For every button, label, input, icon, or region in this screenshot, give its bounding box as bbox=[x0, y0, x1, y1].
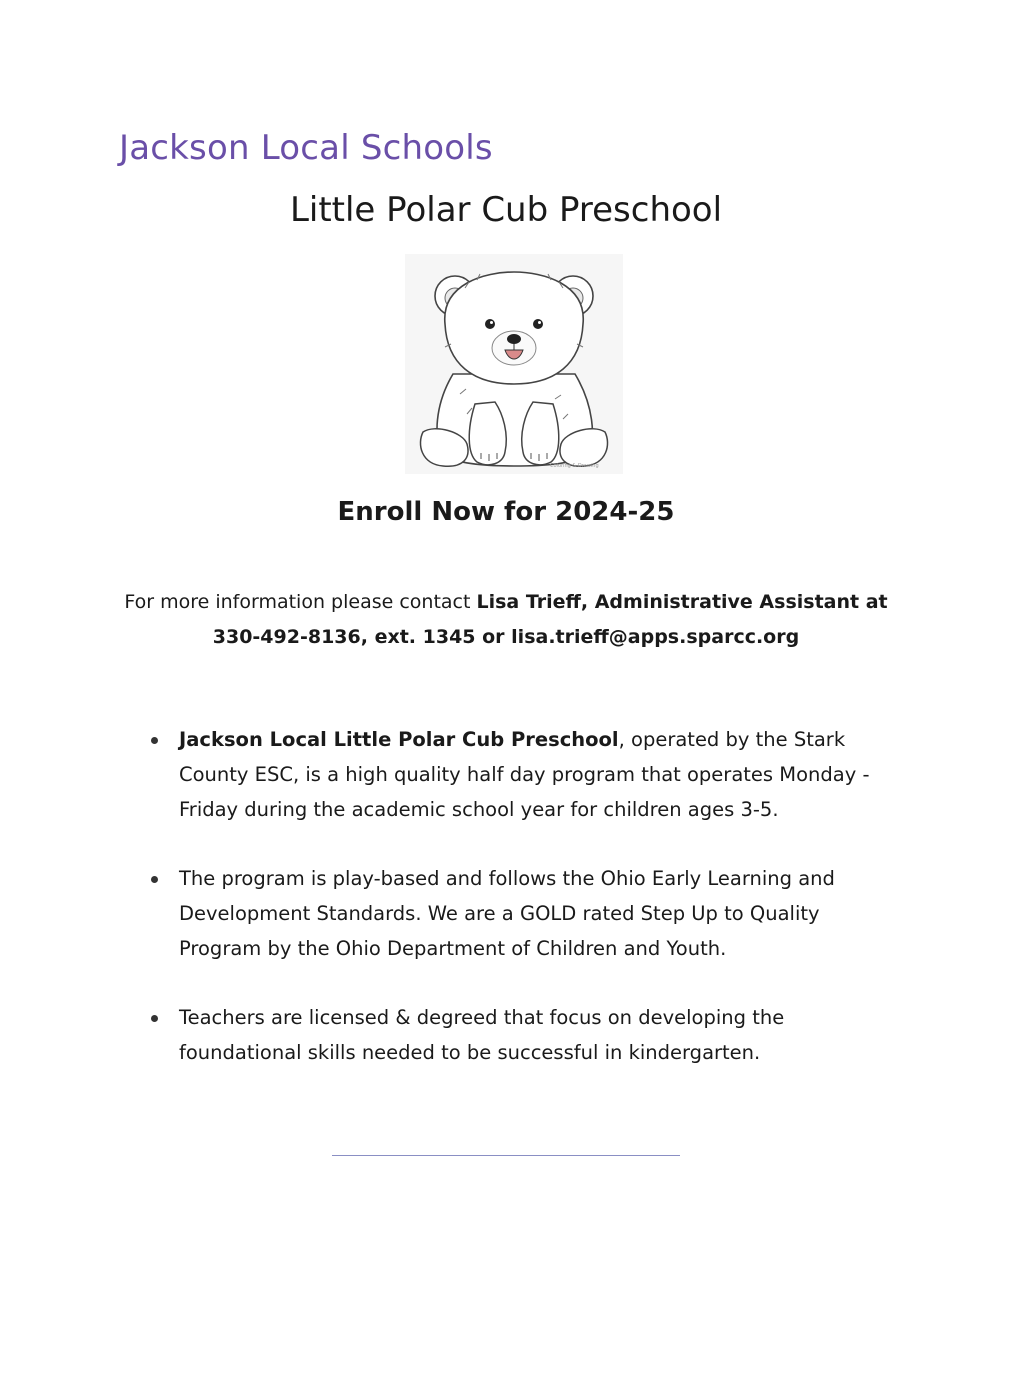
district-title: Jackson Local Schools bbox=[119, 128, 493, 168]
enroll-heading: Enroll Now for 2024-25 bbox=[337, 497, 675, 527]
contact-info bbox=[100, 585, 912, 655]
list-item bbox=[148, 1000, 908, 1070]
list-item bbox=[148, 861, 908, 966]
list-item bbox=[148, 722, 908, 827]
bullet-icon bbox=[151, 1015, 158, 1022]
bullet-icon bbox=[151, 876, 158, 883]
bullet-text: , operated by the Stark County ESC, is a high quality half day program that operates Monday - Friday during the academic school year for children ages 3-5. bbox=[179, 728, 870, 821]
bullet-text: The program is play-based and follows the Ohio Early Learning and Development Standards. We are a GOLD rated Step Up to Quality Program by the Ohio Department of Children and Youth. bbox=[179, 867, 835, 960]
contact-connector: or bbox=[475, 626, 512, 648]
bullet-icon bbox=[151, 737, 158, 744]
contact-phone: 330-492-8136, ext. 1345 bbox=[212, 626, 476, 648]
divider bbox=[332, 1155, 680, 1156]
contact-name-title: Lisa Trieff, Administrative Assistant at bbox=[476, 591, 888, 613]
contact-lead: For more information please contact bbox=[124, 591, 477, 613]
image-signature: Coloring & Drawing bbox=[550, 463, 599, 469]
bullet-bold-text: Jackson Local Little Polar Cub Preschool bbox=[179, 728, 619, 751]
school-title: Little Polar Cub Preschool bbox=[289, 190, 723, 230]
contact-email[interactable]: lisa.trieff@apps.sparcc.org bbox=[511, 626, 800, 648]
polar-bear-illustration bbox=[405, 254, 623, 474]
bullet-text: Teachers are licensed & degreed that focus on developing the foundational skills needed to be successful in kindergarten. bbox=[179, 1006, 785, 1064]
program-info-list bbox=[148, 722, 908, 1104]
